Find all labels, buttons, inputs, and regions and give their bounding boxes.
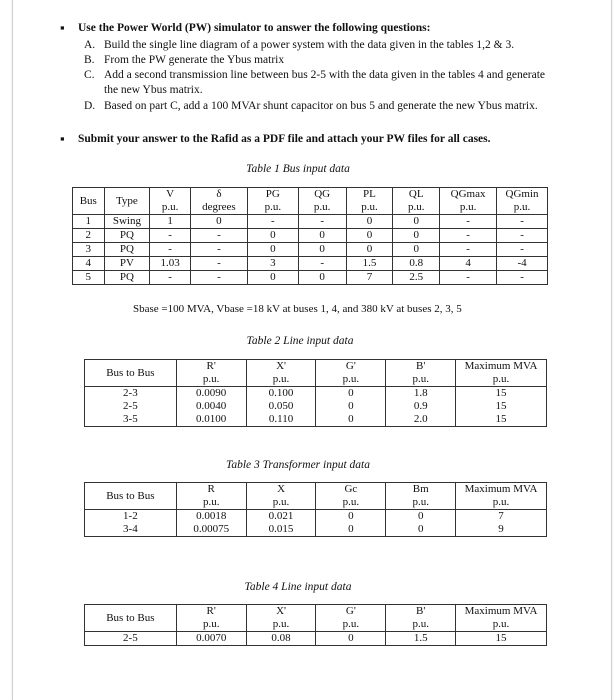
cell: -	[190, 271, 247, 285]
cell: 0	[316, 632, 386, 646]
cell: 15	[456, 387, 547, 401]
unit-cell: p.u.	[393, 201, 440, 215]
unit-cell: p.u.	[176, 618, 246, 632]
table3-caption: Table 3 Transformer input data	[226, 459, 370, 471]
unit-cell: degrees	[190, 201, 247, 215]
question-item-a: A. Build the single line diagram of a power system with the data given in the tables 1,2 & 3.	[84, 39, 515, 51]
unit-cell: p.u.	[440, 201, 497, 215]
cell: -	[440, 243, 497, 257]
cell: PV	[104, 257, 150, 271]
cell: 4	[73, 257, 105, 271]
col-header: G'	[316, 605, 386, 619]
col-header: PG	[247, 188, 298, 202]
transformer-input-table	[84, 482, 547, 537]
col-header: G'	[316, 360, 386, 374]
cell: 1.5	[346, 257, 393, 271]
cell: 3	[247, 257, 298, 271]
table1-caption: Table 1 Bus input data	[246, 163, 350, 175]
col-header: R'	[176, 360, 246, 374]
cell: -	[497, 243, 548, 257]
cell: 7	[346, 271, 393, 285]
cell: 0	[393, 229, 440, 243]
cell: -	[150, 229, 191, 243]
cell: -	[190, 257, 247, 271]
cell: -	[150, 271, 191, 285]
unit-cell: p.u.	[246, 496, 316, 510]
table-row	[85, 413, 547, 427]
cell: 0	[346, 215, 393, 229]
cell: 2-3	[85, 387, 177, 401]
cell: 5	[73, 271, 105, 285]
col-header: B'	[386, 605, 456, 619]
cell: 1.5	[386, 632, 456, 646]
cell: 0.00075	[176, 523, 246, 537]
col-header: QG	[298, 188, 346, 202]
unit-cell: p.u.	[386, 496, 456, 510]
table-row	[73, 271, 548, 285]
cell: 0.015	[246, 523, 316, 537]
unit-cell: p.u.	[316, 496, 386, 510]
col-header: V	[150, 188, 191, 202]
question-heading: Use the Power World (PW) simulator to answer the following questions:	[78, 22, 431, 34]
cell: 15	[456, 400, 547, 413]
col-header: X'	[246, 360, 316, 374]
cell: 0	[298, 271, 346, 285]
unit-cell: p.u.	[246, 618, 316, 632]
cell: 0	[298, 243, 346, 257]
cell: 0	[393, 243, 440, 257]
cell: -	[497, 229, 548, 243]
unit-cell: p.u.	[176, 373, 246, 387]
col-header: Maximum MVA	[456, 483, 547, 497]
table-row	[85, 632, 547, 646]
cell: 0.9	[386, 400, 456, 413]
cell: 0	[346, 229, 393, 243]
cell: 1.8	[386, 387, 456, 401]
unit-cell: p.u.	[247, 201, 298, 215]
col-header: Gc	[316, 483, 386, 497]
unit-cell: p.u.	[176, 496, 246, 510]
unit-cell: p.u.	[497, 201, 548, 215]
table-row	[73, 229, 548, 243]
unit-cell: p.u.	[456, 373, 547, 387]
cell: 1	[150, 215, 191, 229]
col-header: QGmin	[497, 188, 548, 202]
cell: 0	[316, 523, 386, 537]
unit-cell: p.u.	[386, 373, 456, 387]
cell: 4	[440, 257, 497, 271]
cell: 0.100	[246, 387, 316, 401]
submission-note: Submit your answer to the Rafid as a PDF file and attach your PW files for all cases.	[78, 133, 491, 145]
cell: 0	[386, 523, 456, 537]
cell: -	[440, 229, 497, 243]
unit-cell: p.u.	[246, 373, 316, 387]
cell: -	[440, 215, 497, 229]
base-values-note: Sbase =100 MVA, Vbase =18 kV at buses 1, 4, and 380 kV at buses 2, 3, 5	[133, 303, 462, 315]
col-header: B'	[386, 360, 456, 374]
bus-input-table	[72, 187, 548, 285]
cell: 1-2	[85, 510, 177, 524]
cell: 0.0090	[176, 387, 246, 401]
question-item-c: C. Add a second transmission line between bus 2-5 with the data given in the tables 4 and generate the new Ybus matrix.	[84, 69, 546, 96]
cell: 15	[456, 632, 547, 646]
col-header: Bus to Bus	[85, 483, 177, 510]
cell: -	[497, 215, 548, 229]
col-header: Bus	[73, 188, 105, 215]
cell: 0.021	[246, 510, 316, 524]
cell: 0	[316, 400, 386, 413]
unit-cell: p.u.	[316, 618, 386, 632]
col-header: X	[246, 483, 316, 497]
cell: -	[298, 215, 346, 229]
cell: Swing	[104, 215, 150, 229]
col-header: Bus to Bus	[85, 360, 177, 387]
cell: 1	[73, 215, 105, 229]
cell: PQ	[104, 243, 150, 257]
cell: 0.0070	[176, 632, 246, 646]
cell: 0	[190, 215, 247, 229]
cell: 0	[247, 271, 298, 285]
cell: 2	[73, 229, 105, 243]
cell: -	[190, 229, 247, 243]
table-row	[85, 510, 547, 524]
cell: 2-5	[85, 400, 177, 413]
cell: 0	[316, 510, 386, 524]
question-item-b: B. From the PW generate the Ybus matrix	[84, 54, 285, 66]
cell: 3-5	[85, 413, 177, 427]
cell: 2.0	[386, 413, 456, 427]
col-header: Maximum MVA	[456, 360, 547, 374]
cell: 0	[247, 229, 298, 243]
col-header: Bus to Bus	[85, 605, 177, 632]
cell: -4	[497, 257, 548, 271]
unit-cell: p.u.	[386, 618, 456, 632]
col-header: Type	[104, 188, 150, 215]
cell: 0.8	[393, 257, 440, 271]
col-header: R	[176, 483, 246, 497]
cell: 0.0040	[176, 400, 246, 413]
table4-caption: Table 4 Line input data	[244, 581, 352, 593]
cell: -	[150, 243, 191, 257]
unit-cell: p.u.	[298, 201, 346, 215]
col-header: δ	[190, 188, 247, 202]
cell: PQ	[104, 229, 150, 243]
cell: 1.03	[150, 257, 191, 271]
unit-cell: p.u.	[456, 618, 547, 632]
unit-cell: p.u.	[150, 201, 191, 215]
table-row	[85, 523, 547, 537]
col-header: R'	[176, 605, 246, 619]
cell: 0	[316, 413, 386, 427]
cell: -	[247, 215, 298, 229]
cell: 0	[247, 243, 298, 257]
line-input-table	[84, 359, 547, 427]
table-row	[85, 400, 547, 413]
bullet-marker: ▪	[60, 131, 65, 146]
col-header: QL	[393, 188, 440, 202]
cell: 0.110	[246, 413, 316, 427]
cell: PQ	[104, 271, 150, 285]
cell: -	[497, 271, 548, 285]
unit-cell: p.u.	[456, 496, 547, 510]
col-header: QGmax	[440, 188, 497, 202]
cell: 9	[456, 523, 547, 537]
bullet-marker: ▪	[60, 20, 65, 35]
col-header: PL	[346, 188, 393, 202]
unit-cell: p.u.	[316, 373, 386, 387]
cell: 2.5	[393, 271, 440, 285]
cell: 0	[346, 243, 393, 257]
cell: 2-5	[85, 632, 177, 646]
cell: 0	[386, 510, 456, 524]
cell: 0	[393, 215, 440, 229]
cell: 3-4	[85, 523, 177, 537]
cell: 0	[298, 229, 346, 243]
cell: -	[298, 257, 346, 271]
cell: 0	[316, 387, 386, 401]
second-line-input-table	[84, 604, 547, 646]
table-row	[73, 243, 548, 257]
cell: 0.0018	[176, 510, 246, 524]
cell: -	[190, 243, 247, 257]
question-item-d: D. Based on part C, add a 100 MVAr shunt capacitor on bus 5 and generate the new Ybus matrix.	[84, 100, 538, 112]
col-header: Bm	[386, 483, 456, 497]
cell: 7	[456, 510, 547, 524]
cell: 15	[456, 413, 547, 427]
cell: 0.050	[246, 400, 316, 413]
table2-caption: Table 2 Line input data	[246, 335, 354, 347]
col-header: X'	[246, 605, 316, 619]
cell: 0.0100	[176, 413, 246, 427]
cell: 3	[73, 243, 105, 257]
col-header: Maximum MVA	[456, 605, 547, 619]
table-row	[85, 387, 547, 401]
cell: 0.08	[246, 632, 316, 646]
unit-cell: p.u.	[346, 201, 393, 215]
cell: -	[440, 271, 497, 285]
table-row	[73, 257, 548, 271]
table-row	[73, 215, 548, 229]
